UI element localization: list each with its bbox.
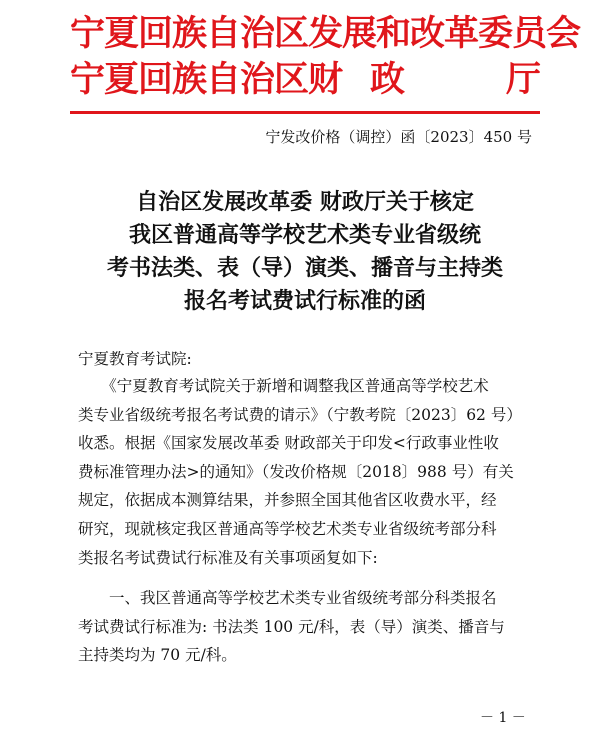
issuer-header-line-2 [70, 60, 540, 100]
title-line: 考书法类、表（导）演类、播音与主持类 [106, 255, 503, 281]
body-line: 研究，现就核定我区普通高等学校艺术类专业省级统考部分科 [78, 519, 497, 538]
body-line: 类报名考试费试行标准及有关事项函复如下: [78, 548, 378, 567]
document-number: 宁发改价格（调控）函〔2023〕450 号 [265, 128, 532, 146]
page-number: － 1 － [480, 710, 526, 726]
body-paragraph-2 [78, 584, 540, 670]
issuer-header-line-2-part-2: 政 [370, 59, 405, 100]
issuer-header-line-2-part-1: 宁夏回族自治区财 [70, 59, 343, 100]
body-line: 主持类均为 70 元/科。 [78, 646, 237, 665]
body-paragraph-1 [78, 372, 540, 572]
body-line: 规定，依据成本测算结果，并参照全国其他省区收费水平，经 [78, 491, 497, 510]
title-line: 自治区发展改革委 财政厅关于核定 [136, 189, 474, 215]
addressee: 宁夏教育考试院: [78, 350, 192, 368]
body-line: 收悉。根据《国家发展改革委 财政部关于印发<行政事业性收 [78, 434, 499, 453]
issuer-header-line-2-part-3: 厅 [505, 59, 540, 100]
body-line: 一、我区普通高等学校艺术类专业省级统考部分科类报名 [78, 589, 497, 607]
header-red-rule [70, 111, 540, 114]
title-line: 报名考试费试行标准的函 [183, 288, 426, 314]
title-line: 我区普通高等学校艺术类专业省级统 [128, 222, 481, 248]
body-line: 类专业省级统考报名考试费的请示》（宁教考院〔2023〕62 号） [78, 405, 522, 424]
body-line: 费标准管理办法>的通知》（发改价格规〔2018〕988 号）有关 [78, 462, 514, 481]
body-line: 《宁夏教育考试院关于新增和调整我区普通高等学校艺术 [78, 377, 489, 395]
body-line: 考试费试行标准为: 书法类 100 元/科，表（导）演类、播音与 [78, 617, 505, 636]
document-title [60, 186, 550, 318]
issuer-header-line-1: 宁夏回族自治区发展和改革委员会 [70, 13, 581, 54]
